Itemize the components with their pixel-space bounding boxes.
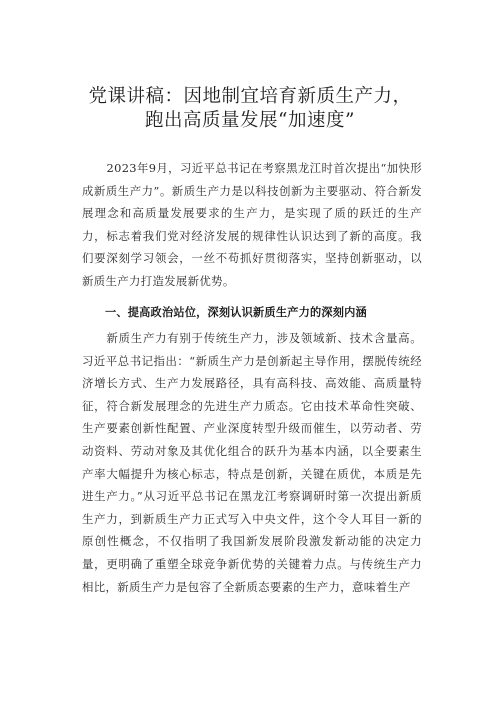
section1-paragraph: 新质生产力有别于传统生产力，涉及领域新、技术含量高。习近平总书记指出：“新质生产力是创新起主导作用，摆脱传统经济增长方式、生产力发展路径，具有高科技、高效能、高质量特征，符合新发展理念的先进生产力质态。它由技术革命性突破、生产要素创新性配置、产业深度转型升级而催生，以劳动者、劳动资料、劳动对象及其优化组合的跃升为基本内涵，以全要素生产率大幅提升为核心标志，特点是创新，关键在质优，本质是先进生产力。”从习近平总书记在黑龙江考察调研时第一次提出新质生产力，到新质生产力正式写入中央文件，这个令人耳目一新的原创性概念，不仅指明了我国新发展阶段激发新动能的决定力量，更明确了重塑全球竞争新优势的关键着力点。与传统生产力相比，新质生产力是包容了全新质态要素的生产力，意味着生产 <box>82 331 422 594</box>
document-title-line-2: 跑出高质量发展“加速度” <box>145 110 355 131</box>
section-heading-1: 一、提高政治站位，深刻认识新质生产力的深刻内涵 <box>105 306 367 319</box>
document-title-line-1: 党课讲稿：因地制宜培育新质生产力， <box>88 86 412 107</box>
intro-paragraph: 2023年9月，习近平总书记在考察黑龙江时首次提出“加快形成新质生产力”。新质生产力是以科技创新为主要驱动、符合新发展理念和高质量发展要求的生产力，是实现了质的跃迁的生产力，标志着我们党对经济发展的规律性认识达到了新的高度。我们要深刻学习领会，一丝不苟抓好贯彻落实，坚持创新驱动，以新质生产力打造发展新优势。 <box>82 161 422 288</box>
